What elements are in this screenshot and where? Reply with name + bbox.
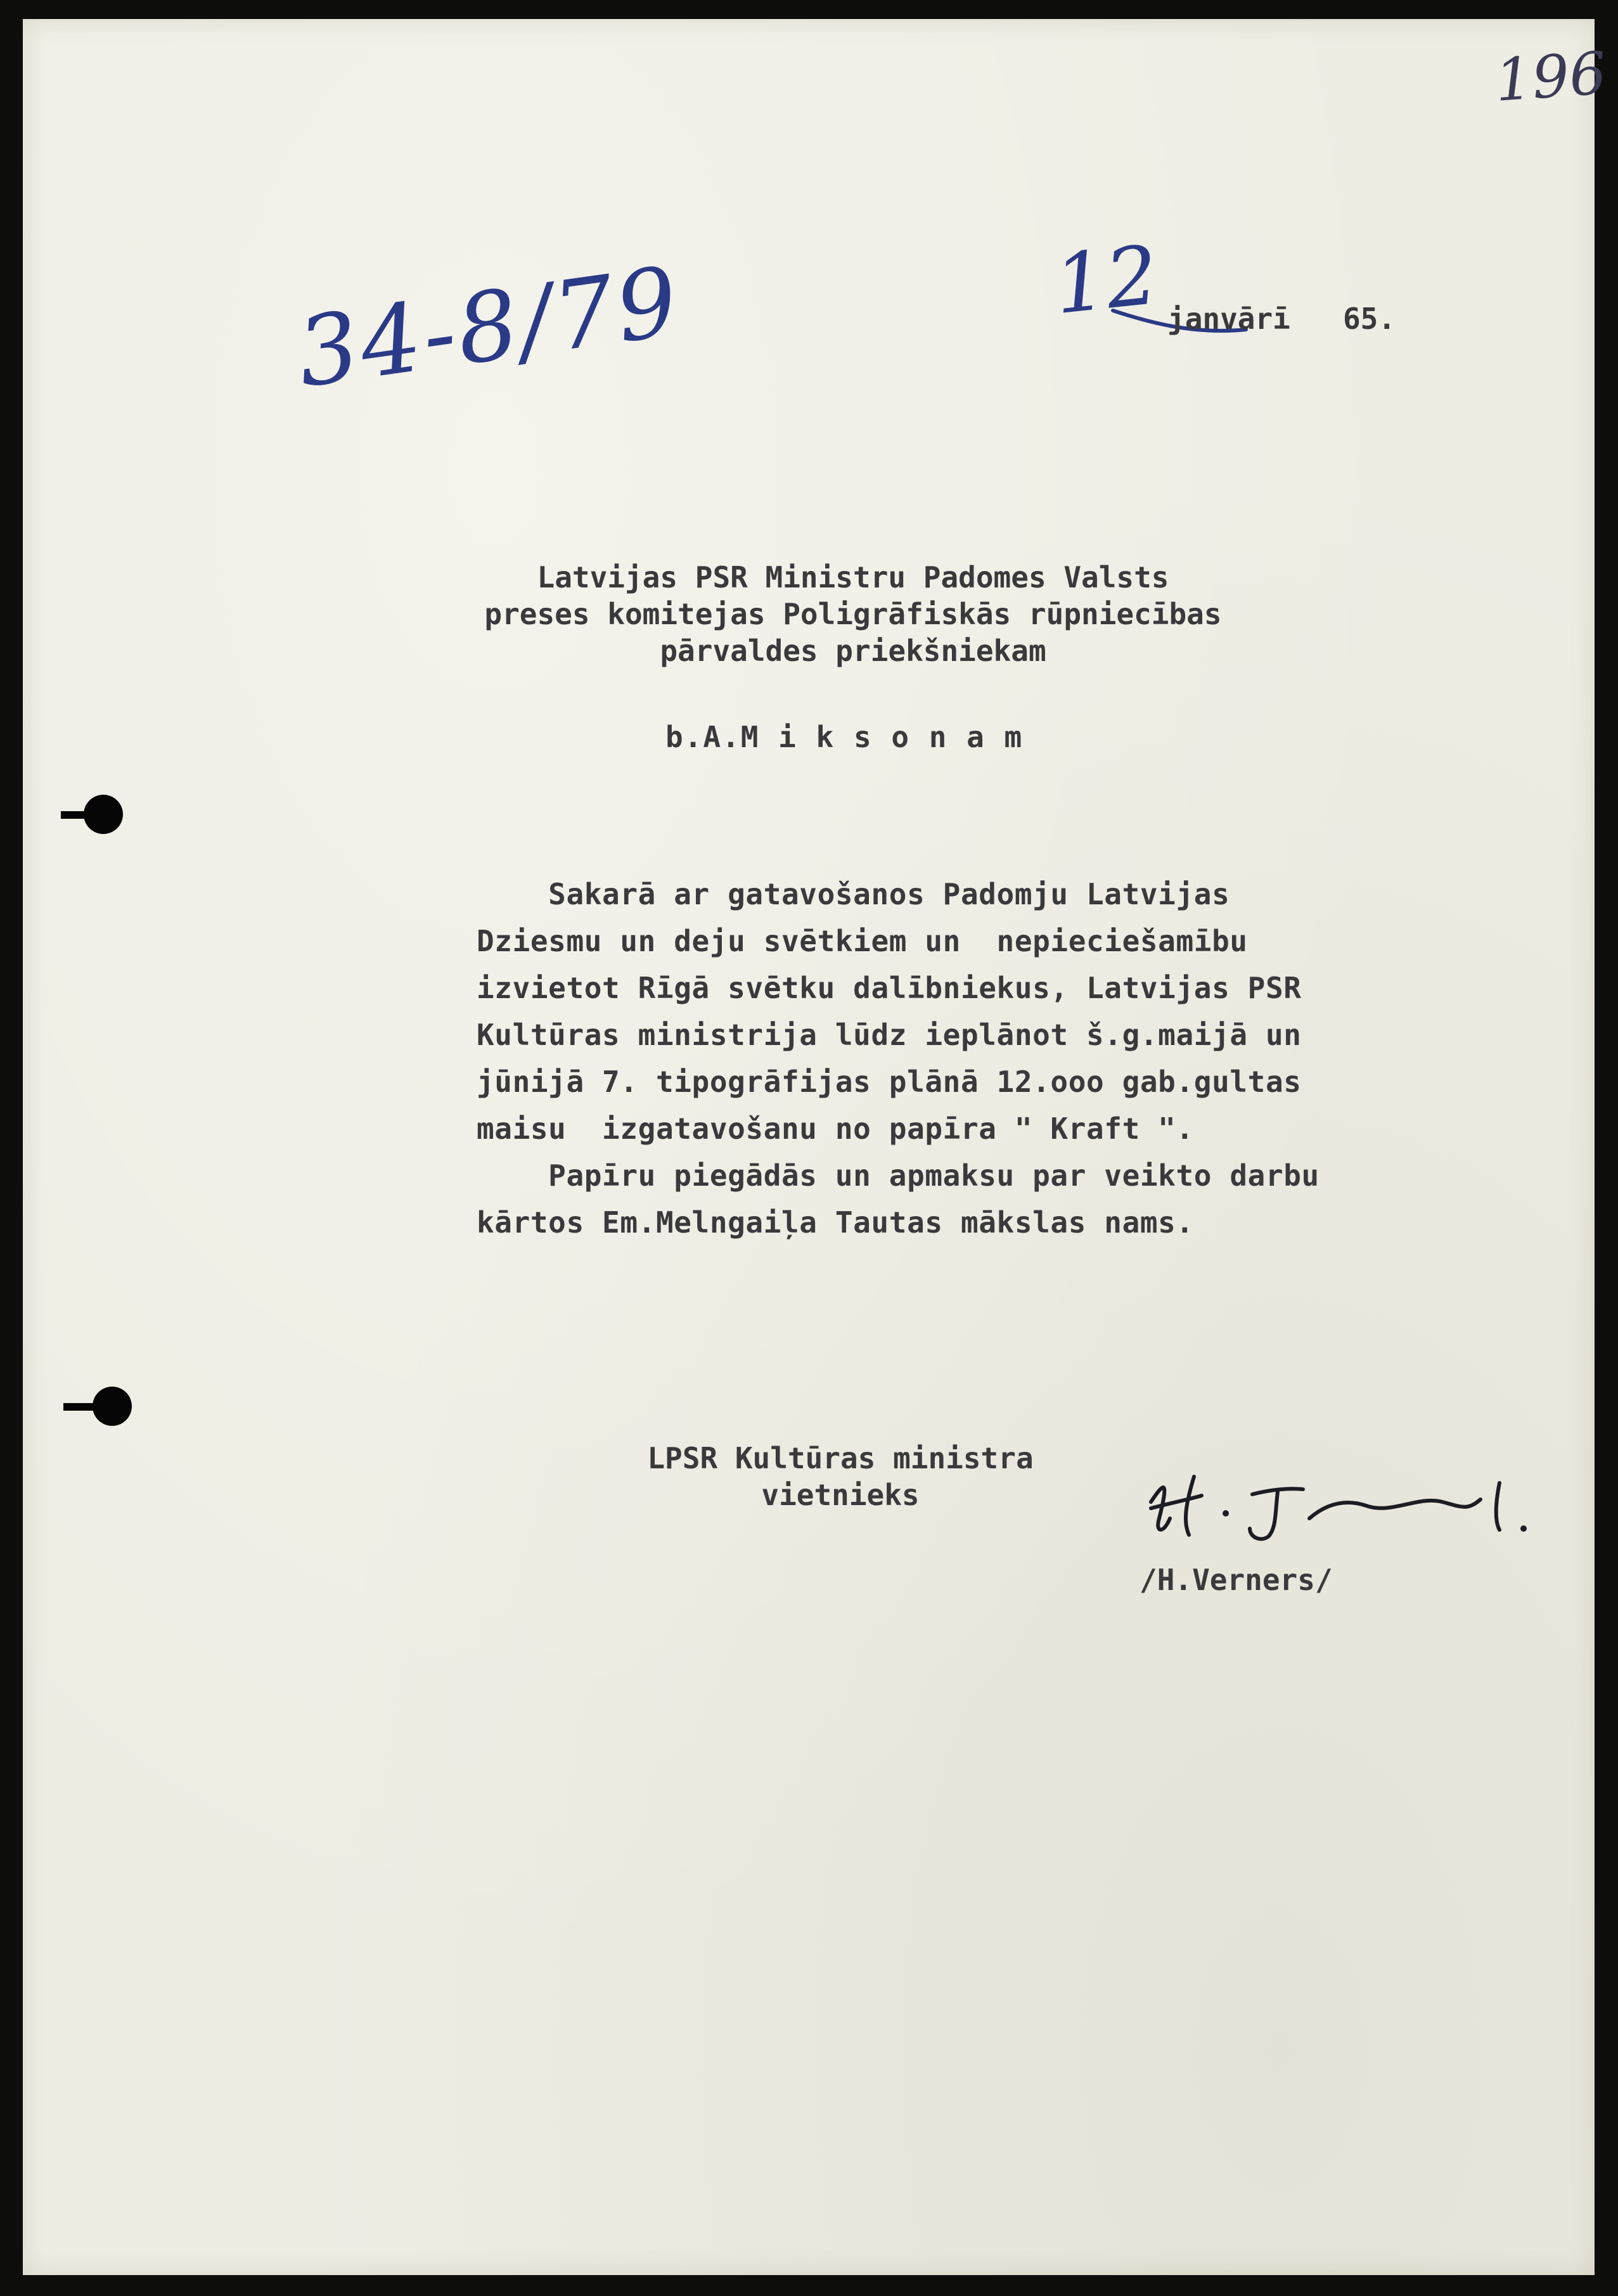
archive-page-number: 196: [1493, 39, 1609, 115]
document-page: [23, 19, 1609, 2275]
body-line: Dziesmu un deju svētkiem un nepieciešamību: [477, 924, 1248, 958]
body-line: Sakarā ar gatavošanos Padomju Latvijas: [477, 877, 1230, 911]
addressee-line-3: pārvaldes priekšniekam: [660, 634, 1046, 668]
body-line: Kultūras ministrija lūdz ieplānot š.g.maijā un: [477, 1018, 1302, 1052]
signature-title-line-2: vietnieks: [761, 1478, 920, 1512]
body-line: jūnijā 7. tipogrāfijas plānā 12.ooo gab.gultas: [477, 1065, 1302, 1099]
body-line: Papīru piegādās un apmaksu par veikto darbu: [477, 1158, 1319, 1193]
body-line: maisu izgatavošanu no papīra " Kraft ".: [477, 1112, 1194, 1146]
addressee-line-2: preses komitejas Poligrāfiskās rūpniecības: [484, 597, 1222, 631]
signature-title-line-1: LPSR Kultūras ministra: [647, 1441, 1034, 1475]
date-month-year: janvārī 65.: [1167, 302, 1396, 336]
addressee-line-1: Latvijas PSR Ministru Padomes Valsts: [537, 560, 1169, 594]
reference-number: 34-8/79: [290, 246, 687, 409]
signature-title: [593, 1440, 1088, 1513]
body-line: izvietot Rīgā svētku dalībniekus, Latvijas PSR: [477, 971, 1302, 1005]
date-day: 12: [1050, 228, 1163, 333]
addressee-name: b.A.M i k s o n a m: [665, 720, 1024, 754]
body-line: kārtos Em.Melngaiļa Tautas mākslas nams.: [477, 1205, 1194, 1240]
handwritten-signature: [1126, 1458, 1557, 1559]
signatory-printed-name: /H.Verners/: [1140, 1563, 1333, 1597]
addressee-block: [460, 559, 1246, 669]
